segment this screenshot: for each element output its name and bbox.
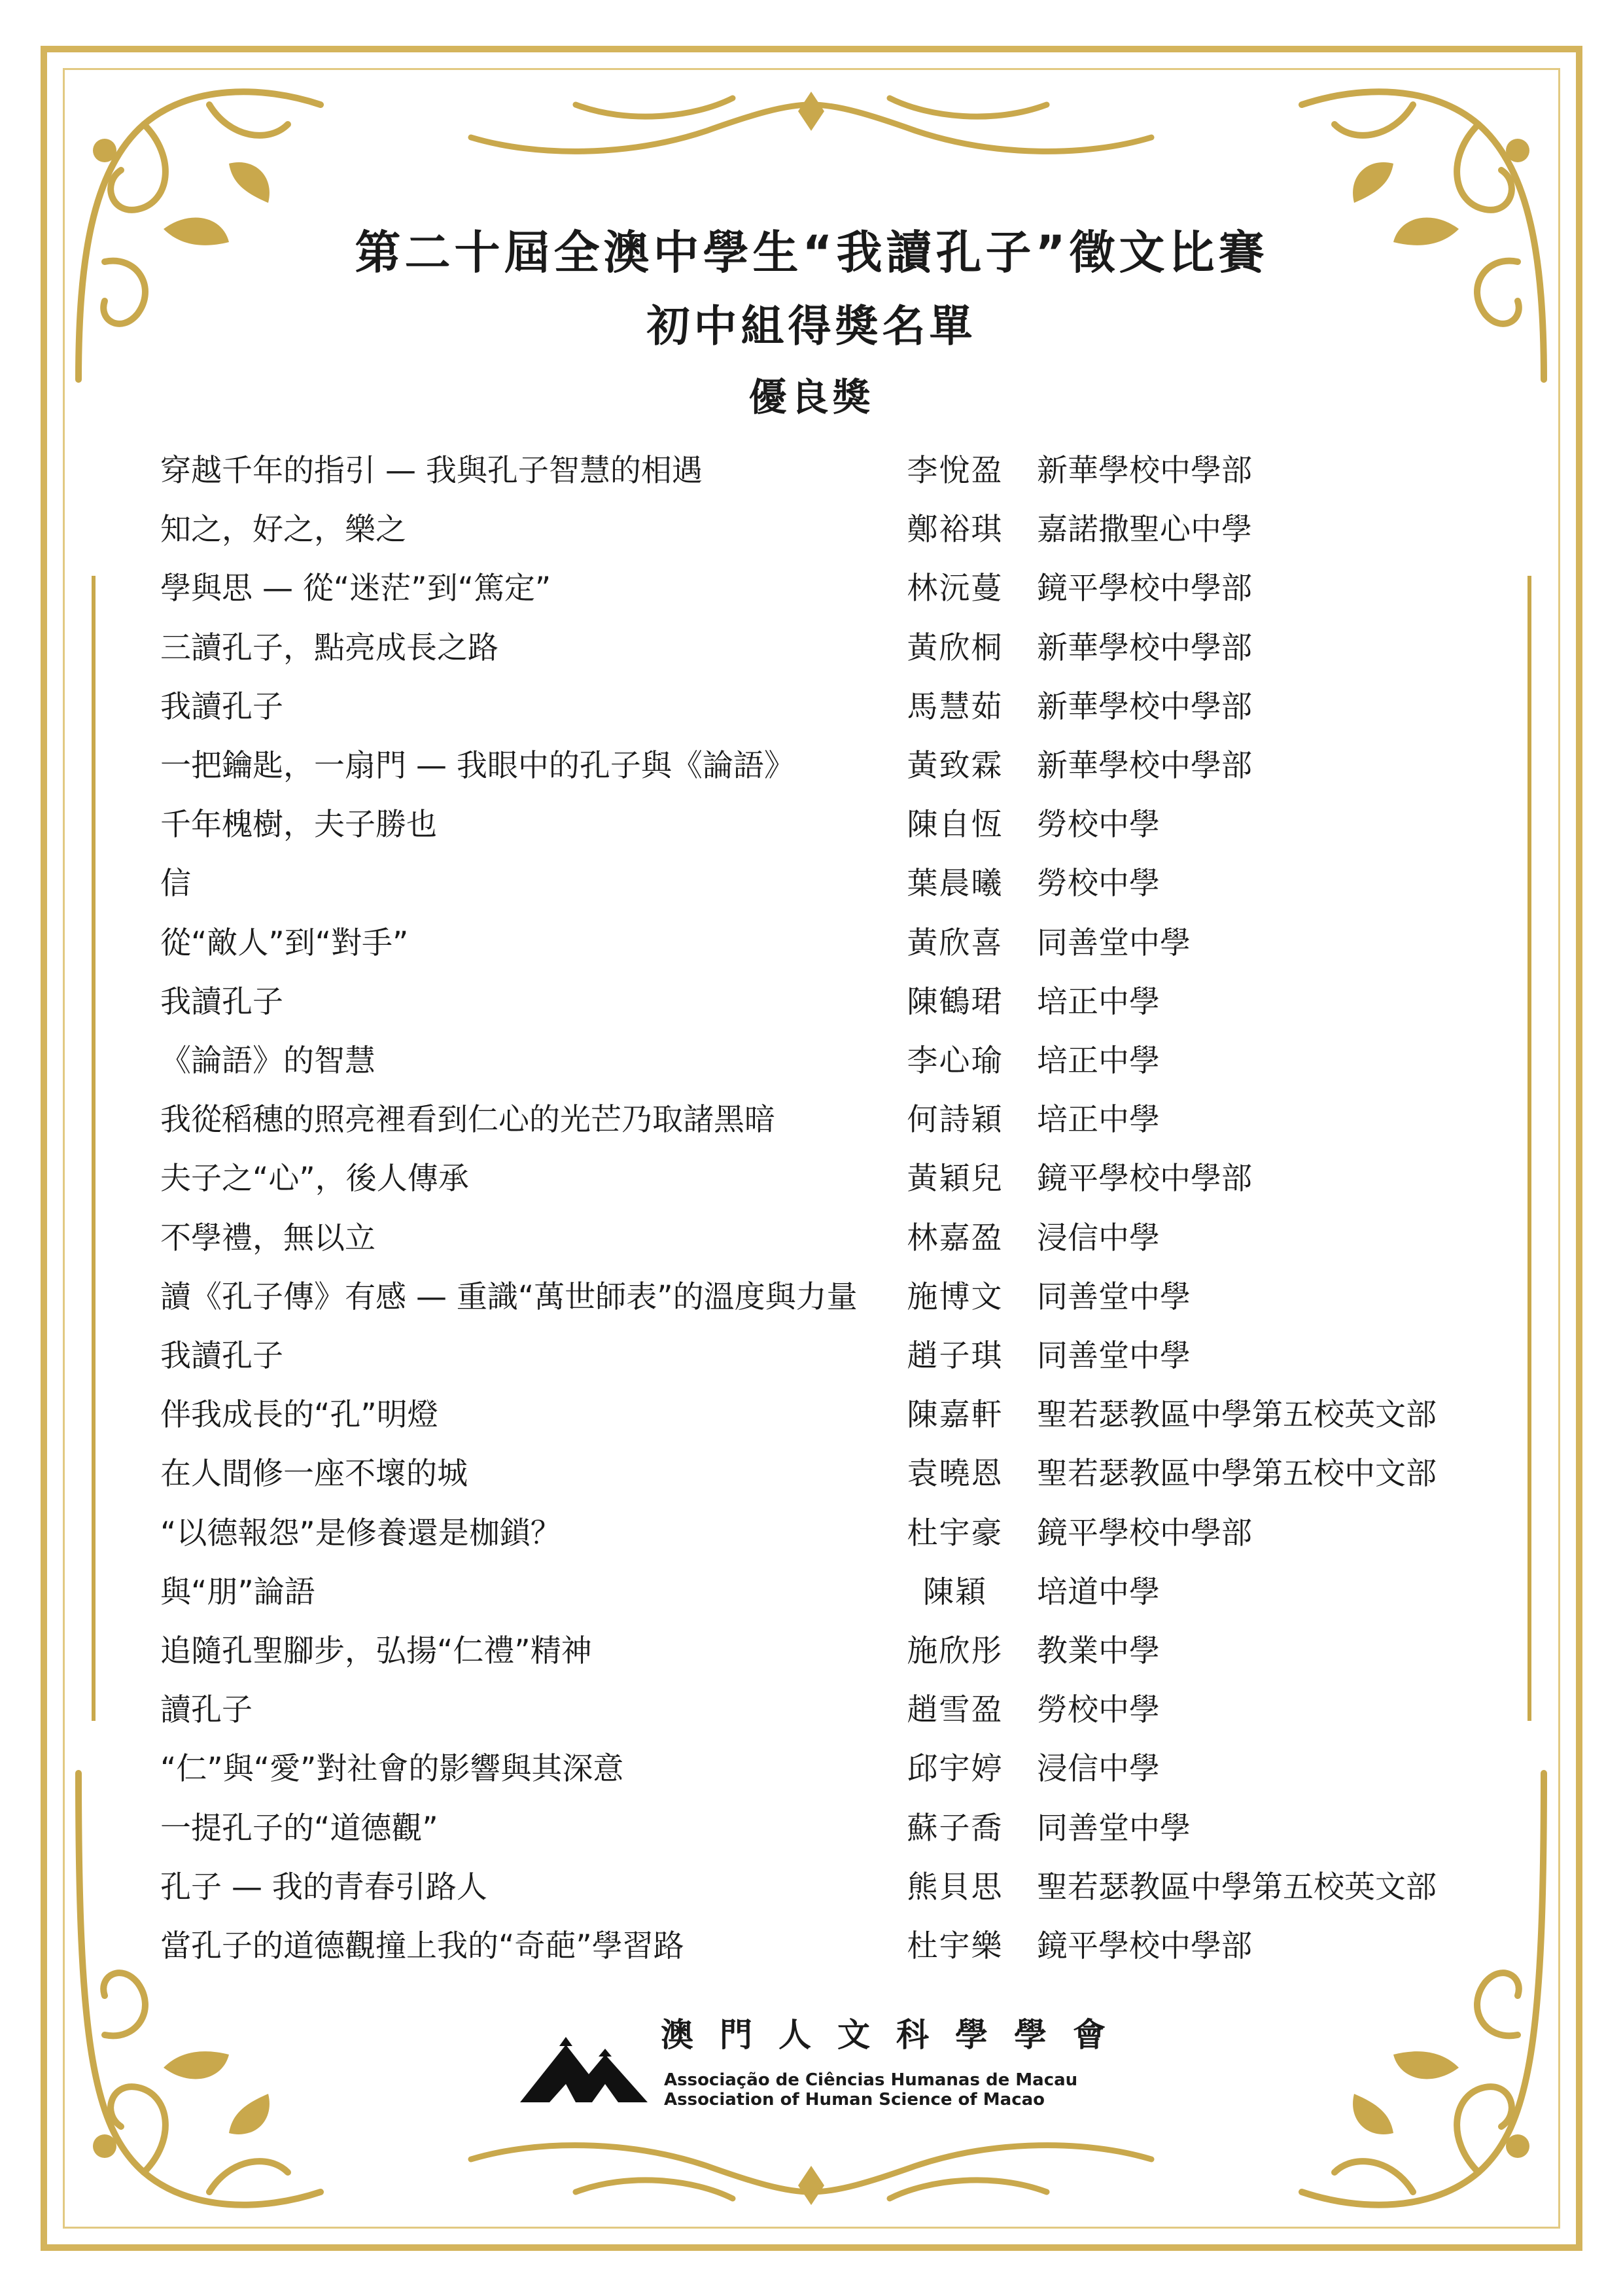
table-row	[0, 1386, 1623, 1445]
student-name: 趙子琪	[907, 1338, 1003, 1374]
essay-title: 一把鑰匙，一扇門 — 我眼中的孔子與《論語》	[160, 748, 795, 784]
table-row	[0, 1091, 1623, 1150]
table-row	[0, 1917, 1623, 1976]
essay-title: 我讀孔子	[160, 1338, 283, 1374]
essay-title: 我讀孔子	[160, 983, 283, 1020]
school-name: 培道中學	[1037, 1574, 1160, 1610]
school-name: 新華學校中學部	[1037, 629, 1252, 666]
student-name: 熊貝思	[907, 1869, 1003, 1905]
school-name: 聖若瑟教區中學第五校英文部	[1037, 1397, 1437, 1434]
table-row	[0, 1504, 1623, 1563]
school-name: 浸信中學	[1037, 1751, 1160, 1788]
student-name: 鄭裕琪	[907, 512, 1003, 548]
school-name: 新華學校中學部	[1037, 453, 1252, 489]
table-row	[0, 855, 1623, 913]
essay-title: 在人間修一座不壞的城	[160, 1456, 468, 1492]
school-name: 同善堂中學	[1037, 1338, 1191, 1374]
student-name: 葉晨曦	[907, 866, 1003, 902]
table-row	[0, 737, 1623, 796]
essay-title: “以德報怨”是修養還是枷鎖？	[160, 1515, 561, 1551]
school-name: 勞校中學	[1037, 866, 1160, 902]
school-name: 新華學校中學部	[1037, 688, 1252, 725]
student-name: 施欣彤	[907, 1633, 1003, 1669]
essay-title: 夫子之“心”，後人傳承	[160, 1161, 469, 1197]
table-row	[0, 1563, 1623, 1622]
student-name: 陳嘉軒	[907, 1397, 1003, 1434]
table-row	[0, 1681, 1623, 1740]
essay-title: 知之，好之，樂之	[160, 512, 406, 548]
school-name: 同善堂中學	[1037, 1279, 1191, 1315]
student-name: 陳穎	[923, 1574, 987, 1610]
student-name: 林嘉盈	[907, 1220, 1003, 1256]
student-name: 李心瑜	[907, 1043, 1003, 1079]
table-row	[0, 1740, 1623, 1799]
school-name: 教業中學	[1037, 1633, 1160, 1669]
table-row	[0, 1799, 1623, 1858]
school-name: 新華學校中學部	[1037, 748, 1252, 784]
student-name: 袁曉恩	[907, 1456, 1003, 1492]
essay-title: 讀《孔子傳》有感 — 重識“萬世師表”的溫度與力量	[160, 1279, 858, 1315]
essay-title: 與“朋”論語	[160, 1574, 315, 1610]
essay-title: 讀孔子	[160, 1692, 253, 1729]
essay-title: 穿越千年的指引 — 我與孔子智慧的相遇	[160, 453, 703, 489]
organizer-logo-block	[520, 2009, 1132, 2120]
competition-title: 第二十屆全澳中學生“我讀孔子”徵文比賽	[355, 226, 1268, 279]
table-row	[0, 1445, 1623, 1504]
student-name: 趙雪盈	[907, 1692, 1003, 1729]
essay-title: 孔子 — 我的青春引路人	[160, 1869, 487, 1905]
school-name: 鏡平學校中學部	[1037, 1928, 1252, 1964]
essay-title: 追隨孔聖腳步，弘揚“仁禮”精神	[160, 1633, 592, 1669]
essay-title: 信	[160, 866, 191, 902]
school-name: 鏡平學校中學部	[1037, 1161, 1252, 1197]
student-name: 馬慧茹	[907, 688, 1003, 725]
school-name: 聖若瑟教區中學第五校中文部	[1037, 1456, 1437, 1492]
student-name: 黃欣桐	[907, 629, 1003, 666]
essay-title: 三讀孔子，點亮成長之路	[160, 629, 498, 666]
student-name: 陳鶴珺	[907, 983, 1003, 1020]
essay-title: 伴我成長的“孔”明燈	[160, 1397, 438, 1434]
school-name: 培正中學	[1037, 983, 1160, 1020]
school-name: 浸信中學	[1037, 1220, 1160, 1256]
table-row	[0, 442, 1623, 501]
student-name: 施博文	[907, 1279, 1003, 1315]
top-center-flourish	[458, 79, 1164, 170]
student-name: 何詩穎	[907, 1102, 1003, 1139]
school-name: 同善堂中學	[1037, 1810, 1191, 1846]
essay-title: 一提孔子的“道德觀”	[160, 1810, 438, 1846]
essay-title: 學與思 — 從“迷茫”到“篤定”	[160, 571, 551, 607]
organizer-name-portuguese: Associação de Ciências Humanas de Macau	[664, 2070, 1078, 2090]
school-name: 勞校中學	[1037, 1692, 1160, 1729]
table-row	[0, 1327, 1623, 1386]
essay-title: 千年槐樹，夫子勝也	[160, 807, 437, 843]
table-row	[0, 914, 1623, 973]
organizer-name-english: Association of Human Science of Macao	[664, 2090, 1045, 2110]
student-name: 杜宇樂	[907, 1928, 1003, 1964]
school-name: 嘉諾撒聖心中學	[1037, 512, 1252, 548]
organizer-name-chinese: 澳門人文科學學會	[661, 2016, 1132, 2054]
student-name: 陳自恆	[907, 807, 1003, 843]
table-row	[0, 1209, 1623, 1268]
table-row	[0, 559, 1623, 618]
table-row	[0, 1268, 1623, 1327]
essay-title: “仁”與“愛”對社會的影響與其深意	[160, 1751, 624, 1788]
school-name: 培正中學	[1037, 1043, 1160, 1079]
essay-title: 我讀孔子	[160, 688, 283, 725]
school-name: 鏡平學校中學部	[1037, 1515, 1252, 1551]
essay-title: 《論語》的智慧	[160, 1043, 375, 1079]
student-name: 蘇子喬	[907, 1810, 1003, 1846]
group-subtitle: 初中組得獎名單	[646, 301, 977, 351]
student-name: 黃致霖	[907, 748, 1003, 784]
table-row	[0, 619, 1623, 678]
bottom-center-flourish	[458, 2127, 1164, 2218]
table-row	[0, 796, 1623, 855]
school-name: 同善堂中學	[1037, 925, 1191, 961]
student-name: 黃欣喜	[907, 925, 1003, 961]
school-name: 培正中學	[1037, 1102, 1160, 1139]
school-name: 勞校中學	[1037, 807, 1160, 843]
student-name: 黃穎兒	[907, 1161, 1003, 1197]
mountain-logo-icon	[520, 2032, 651, 2104]
essay-title: 當孔子的道德觀撞上我的“奇葩”學習路	[160, 1928, 684, 1964]
essay-title: 不學禮，無以立	[160, 1220, 375, 1256]
school-name: 鏡平學校中學部	[1037, 571, 1252, 607]
table-row	[0, 1150, 1623, 1209]
award-category-heading: 優良獎	[748, 375, 875, 419]
table-row	[0, 678, 1623, 737]
school-name: 聖若瑟教區中學第五校英文部	[1037, 1869, 1437, 1905]
student-name: 邱宇婷	[907, 1751, 1003, 1788]
table-row	[0, 1858, 1623, 1917]
table-row	[0, 1032, 1623, 1091]
table-row	[0, 1622, 1623, 1681]
student-name: 杜宇豪	[907, 1515, 1003, 1551]
essay-title: 我從稻穗的照亮裡看到仁心的光芒乃取諸黑暗	[160, 1102, 775, 1139]
student-name: 李悅盈	[907, 453, 1003, 489]
table-row	[0, 501, 1623, 559]
essay-title: 從“敵人”到“對手”	[160, 925, 409, 961]
table-row	[0, 973, 1623, 1032]
student-name: 林沅蔓	[907, 571, 1003, 607]
